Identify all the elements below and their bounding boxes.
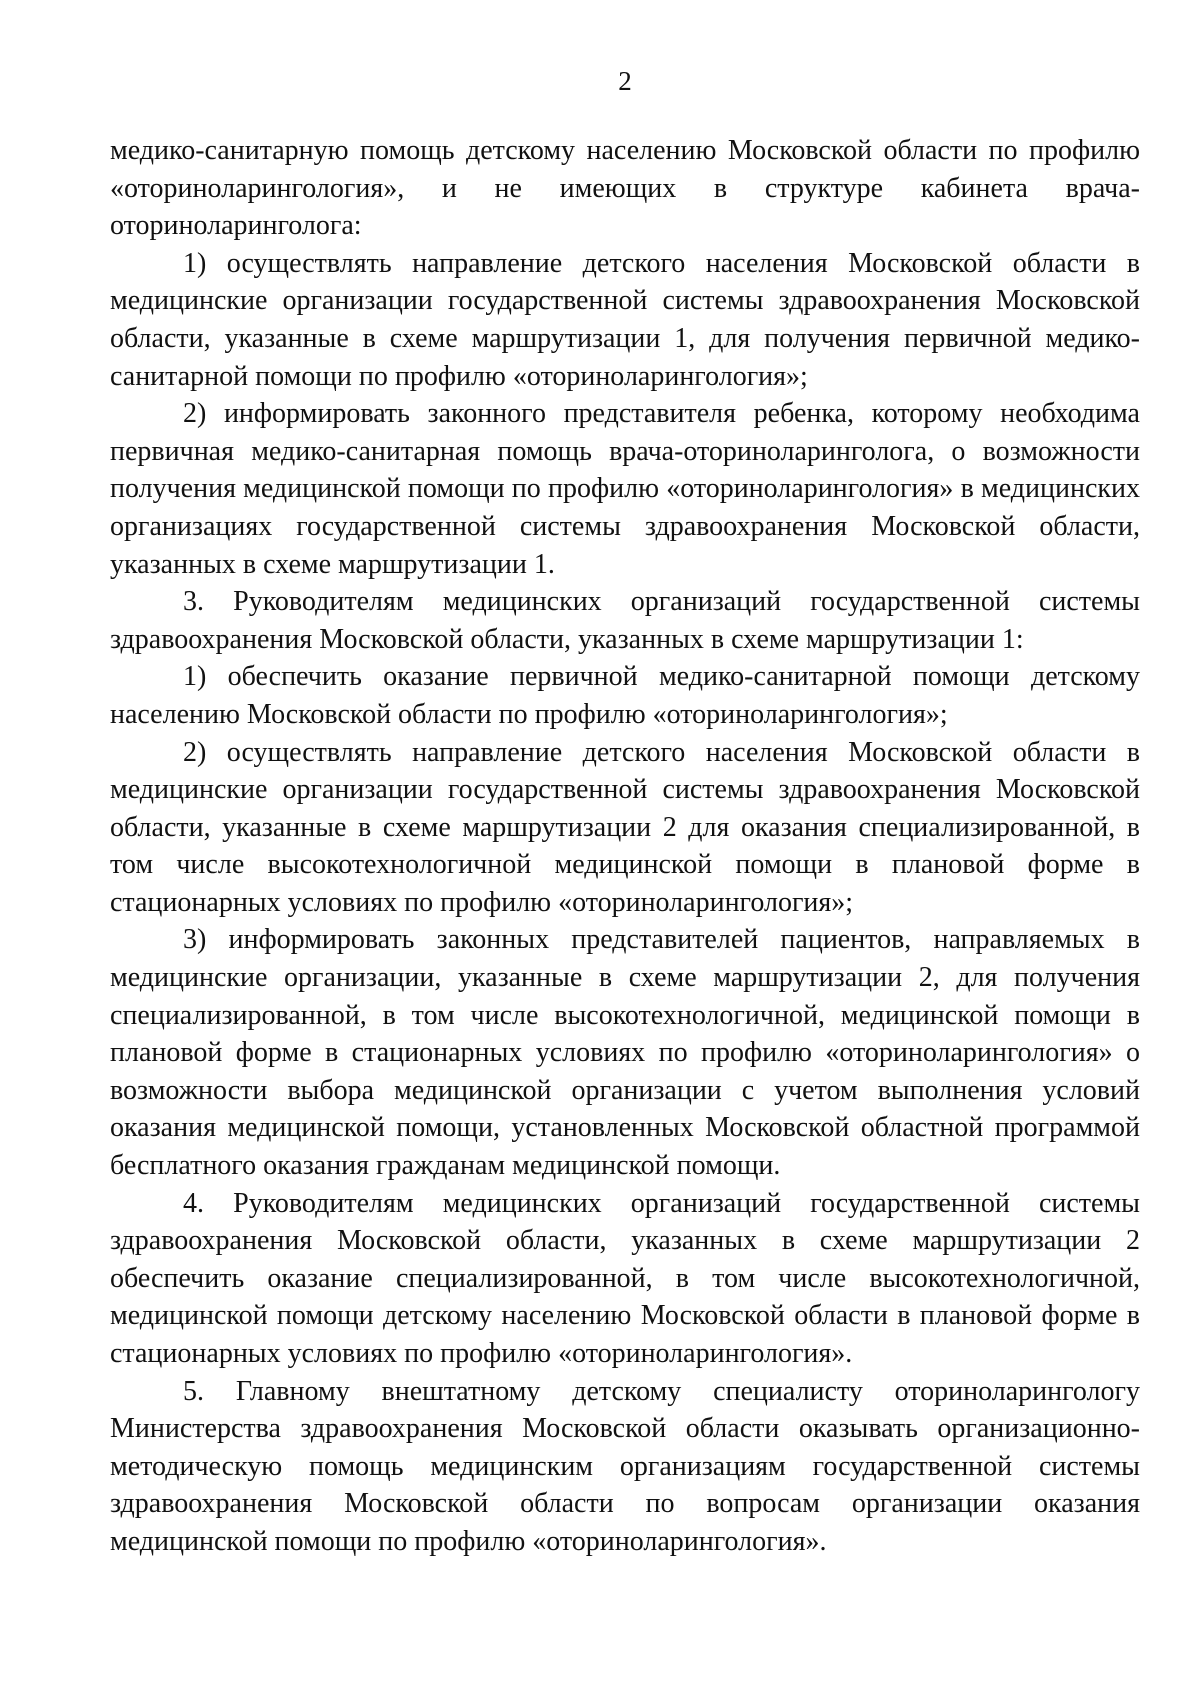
page-number: 2 <box>618 66 632 96</box>
paragraph-section-4: 4. Руководителям медицинских организаций государственной системы здравоохранения Московской области, указанных в схеме маршрутизации 2 обеспечить оказание специализированной, в том числе высокотехнологичной, медицинской помощи детскому населению Московской области в плановой форме в стационарных условиях по профилю «оториноларингология». <box>110 1187 1140 1369</box>
paragraph-item-1-direct: 1) осуществлять направление детского населения Московской области в медицинские организации государственной системы здравоохранения Московской области, указанные в схеме маршрутизации 1, для получения первичной медико-санитарной помощи по профилю «оториноларингология»; <box>110 247 1140 392</box>
paragraph-section-3-item-2: 2) осуществлять направление детского населения Московской области в медицинские организации государственной системы здравоохранения Московской области, указанные в схеме маршрутизации 2 для оказания специализированной, в том числе высокотехнологичной медицинской помощи в плановой форме в стационарных условиях по профилю «оториноларингология»; <box>110 736 1140 918</box>
paragraph-item-2-inform: 2) информировать законного представителя ребенка, которому необходима первичная медико-санитарная помощь врача-оториноларинголога, о возможности получения медицинской помощи по профилю «оториноларингология» в медицинских организациях государственной системы здравоохранения Московской области, указанных в схеме маршрутизации 1. <box>110 398 1140 580</box>
document-body <box>110 132 1140 1561</box>
paragraph-section-3-item-1: 1) обеспечить оказание первичной медико-санитарной помощи детскому населению Московской области по профилю «оториноларингология»; <box>110 661 1140 730</box>
paragraph-continuation: медико-санитарную помощь детскому населению Московской области по профилю «оториноларингология», и не имеющих в структуре кабинета врача-оториноларинголога: <box>110 135 1140 242</box>
paragraph-section-3: 3. Руководителям медицинских организаций государственной системы здравоохранения Московской области, указанных в схеме маршрутизации 1: <box>110 586 1140 655</box>
paragraph-section-3-item-3: 3) информировать законных представителей пациентов, направляемых в медицинские организации, указанные в схеме маршрутизации 2, для получения специализированной, в том числе высокотехнологичной, медицинской помощи в плановой форме в стационарных условиях по профилю «оториноларингология» о возможности выбора медицинской организации с учетом выполнения условий оказания медицинской помощи, установленных Московской областной программой бесплатного оказания гражданам медицинской помощи. <box>110 924 1140 1182</box>
paragraph-section-5: 5. Главному внештатному детскому специалисту оториноларингологу Министерства здравоохранения Московской области оказывать организационно-методическую помощь медицинским организациям государственной системы здравоохранения Московской области по вопросам организации оказания медицинской помощи по профилю «оториноларингология». <box>110 1375 1140 1557</box>
